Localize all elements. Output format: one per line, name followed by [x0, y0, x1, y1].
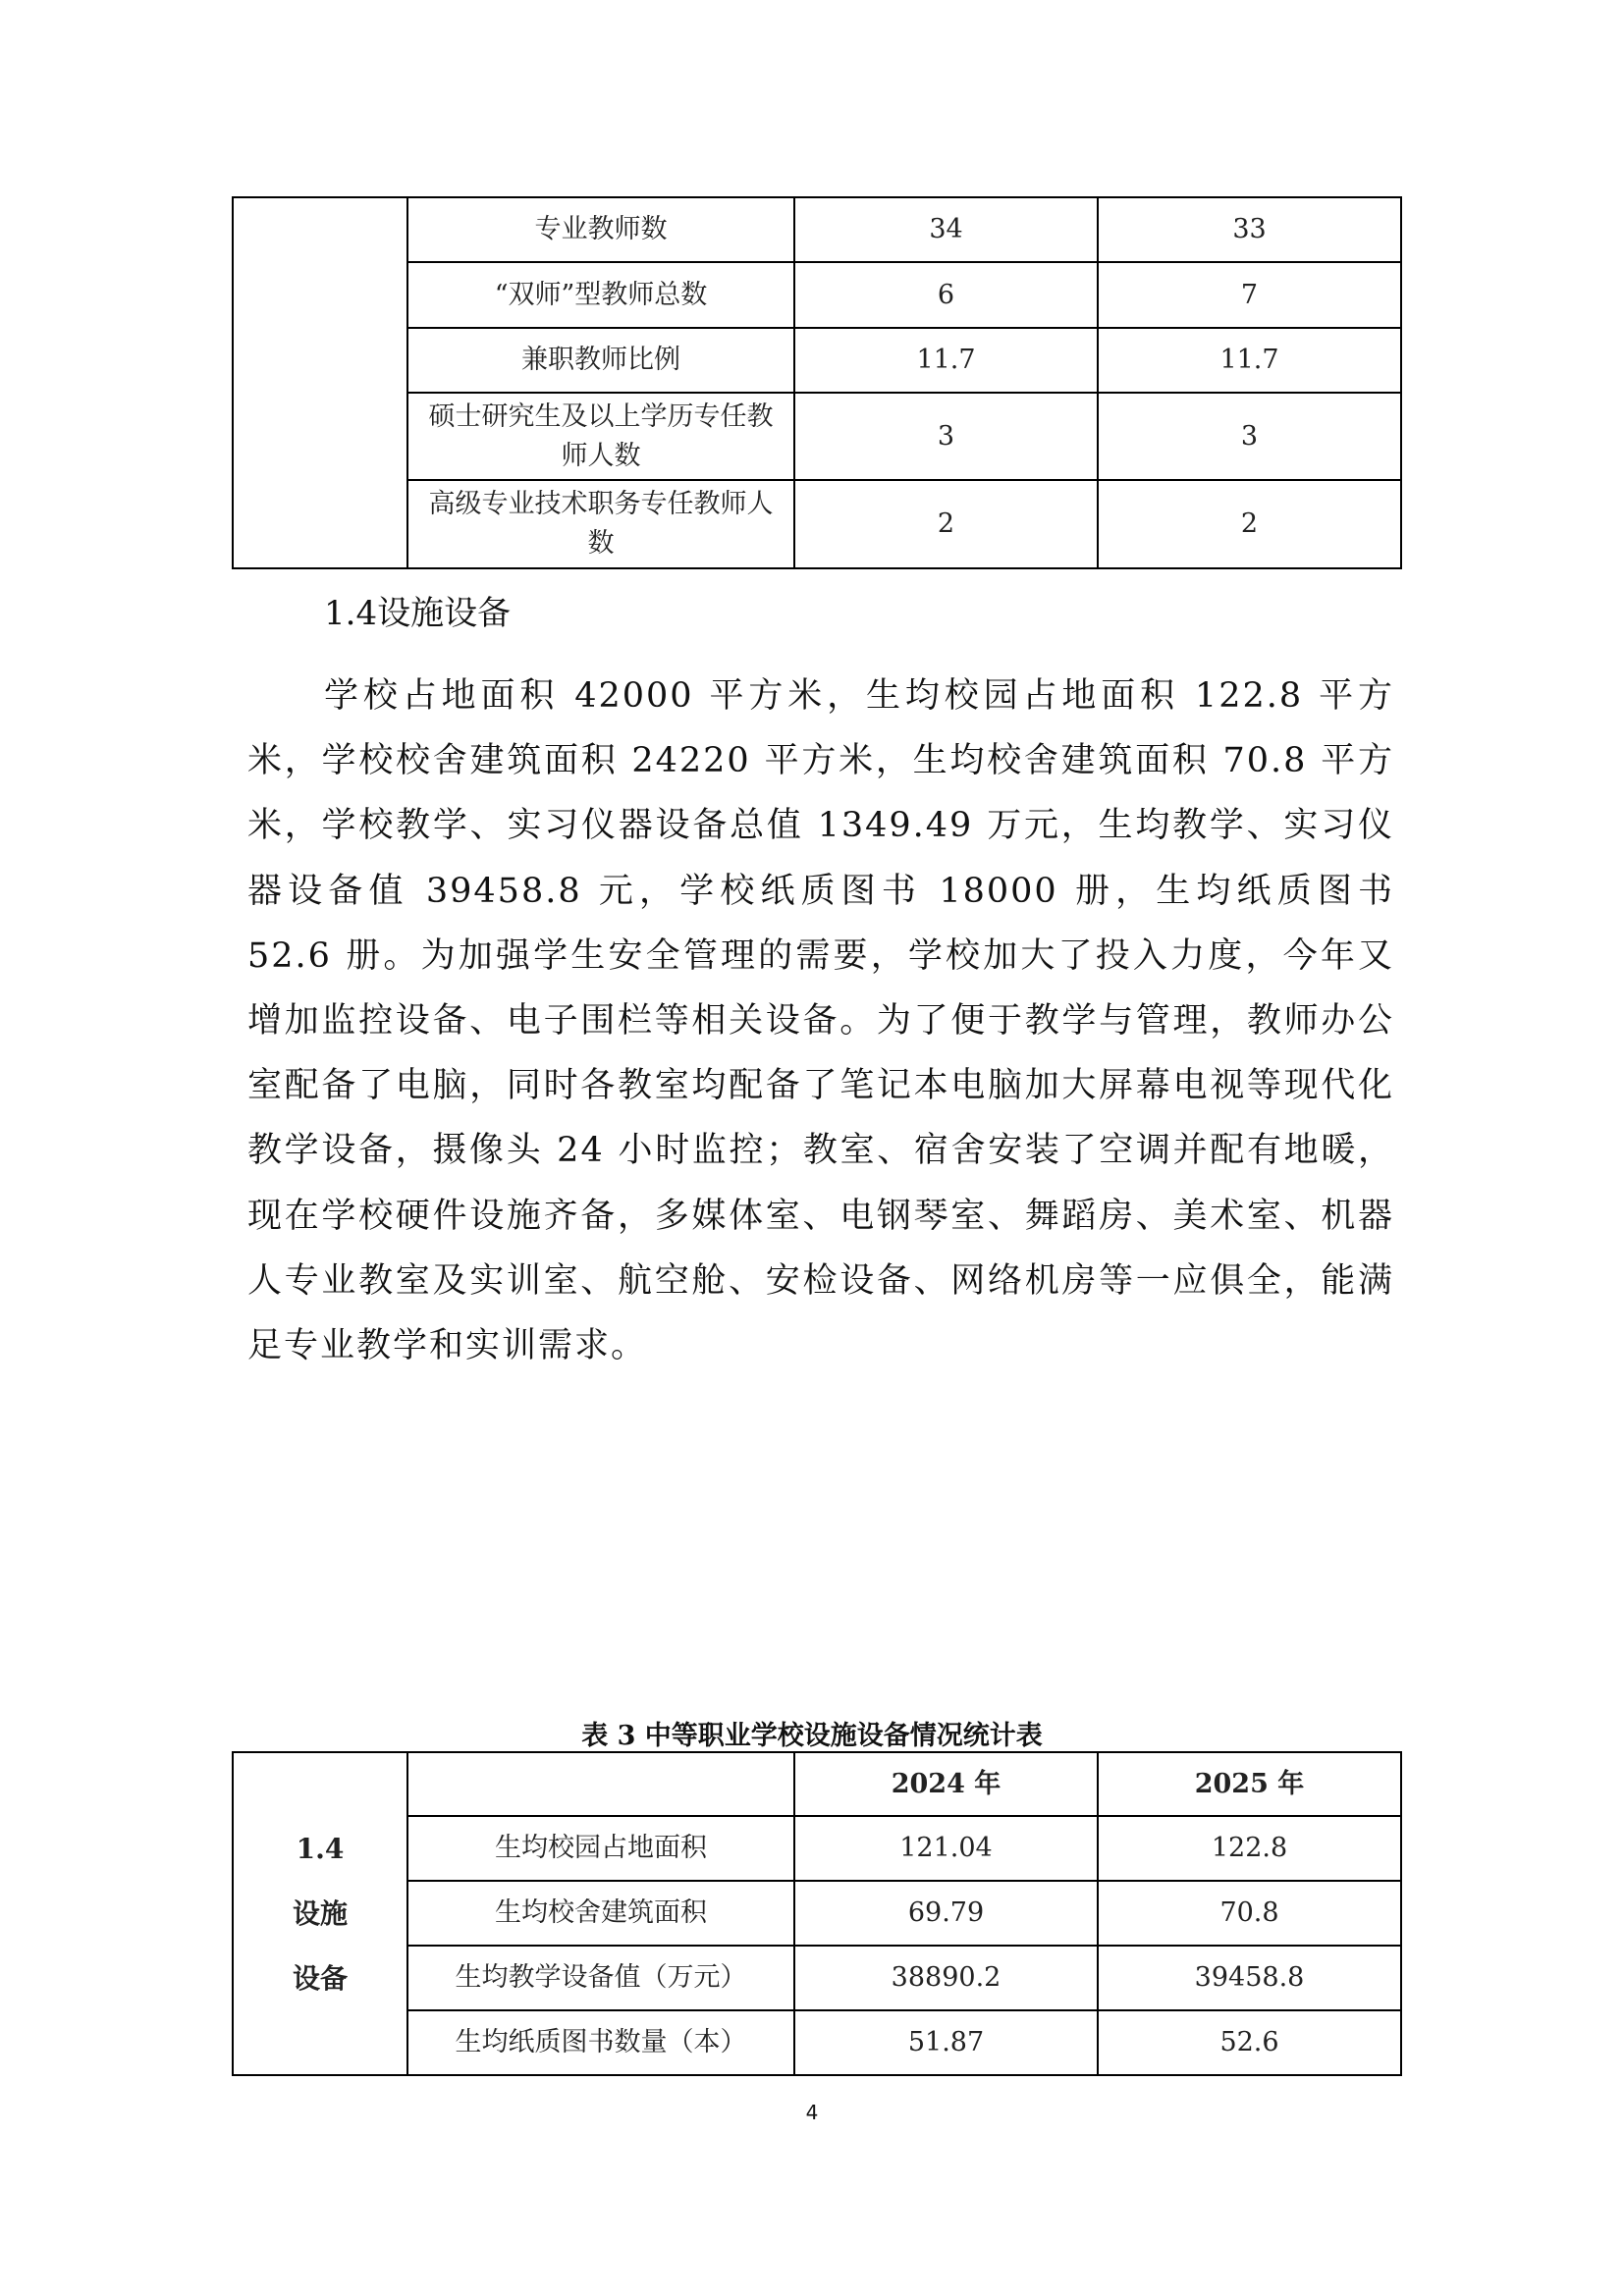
value-2025: 33	[1098, 197, 1401, 262]
value-2025: 11.7	[1098, 328, 1401, 393]
group-line: 设备	[292, 1961, 348, 1995]
row-label: 硕士研究生及以上学历专任教师人数	[407, 393, 794, 480]
table-row	[233, 480, 1401, 568]
row-label: 高级专业技术职务专任教师人数	[407, 480, 794, 568]
group-line: 设施	[292, 1896, 348, 1930]
value-2024: 38890.2	[794, 1946, 1098, 2010]
value-2024: 51.87	[794, 2010, 1098, 2075]
row-label: 生均校园占地面积	[407, 1816, 794, 1881]
row-label: 专业教师数	[407, 197, 794, 262]
table-row	[233, 1946, 1401, 2010]
table-row	[233, 2010, 1401, 2075]
table-header-row	[233, 1752, 1401, 1816]
value-2025: 3	[1098, 393, 1401, 480]
value-2024: 69.79	[794, 1881, 1098, 1946]
value-2025: 70.8	[1098, 1881, 1401, 1946]
facilities-table	[232, 1751, 1402, 2076]
value-2025: 122.8	[1098, 1816, 1401, 1881]
section-paragraph: 学校占地面积 42000 平方米，生均校园占地面积 122.8 平方米，学校校舍建筑面积 24220 平方米，生均校舍建筑面积 70.8 平方米，学校教学、实习仪器设备总值 1349.49 万元，生均教学、实习仪器设备值 39458.8 元，学校纸质图书 18000 册，生均纸质图书 52.6 册。为加强学生安全管理的需要，学校加大了投入力度，今年又增加监控设备、电子围栏等相关设备。为了便于教学与管理，教师办公室配备了电脑，同时各教室均配备了笔记本电脑加大屏幕电视等现代化教学设备，摄像头 24 小时监控；教室、宿舍安装了空调并配有地暖，现在学校硬件设施齐备，多媒体室、电钢琴室、舞蹈房、美术室、机器人专业教室及实训室、航空舱、安检设备、网络机房等一应俱全，能满足专业教学和实训需求。	[247, 676, 1394, 1366]
value-2025: 2	[1098, 480, 1401, 568]
value-2025: 52.6	[1098, 2010, 1401, 2075]
table-caption: 表 3 中等职业学校设施设备情况统计表	[581, 1721, 1043, 1751]
header-blank	[407, 1752, 794, 1816]
row-label: 生均教学设备值（万元）	[407, 1946, 794, 2010]
table-row	[233, 262, 1401, 328]
group-cell	[233, 1752, 407, 2075]
table-row	[233, 1816, 1401, 1881]
table-row	[233, 1881, 1401, 1946]
row-label: 生均校舍建筑面积	[407, 1881, 794, 1946]
value-2024: 11.7	[794, 328, 1098, 393]
page-number: 4	[805, 2101, 819, 2124]
value-2024: 2	[794, 480, 1098, 568]
row-label: “双师”型教师总数	[407, 262, 794, 328]
group-cell	[233, 197, 407, 568]
value-2025: 39458.8	[1098, 1946, 1401, 2010]
table-row	[233, 393, 1401, 480]
header-2025: 2025 年	[1098, 1752, 1401, 1816]
value-2024: 121.04	[794, 1816, 1098, 1881]
section-heading: 1.4设施设备	[324, 594, 512, 633]
value-2024: 34	[794, 197, 1098, 262]
value-2024: 6	[794, 262, 1098, 328]
table-row	[233, 328, 1401, 393]
row-label: 兼职教师比例	[407, 328, 794, 393]
group-line: 1.4	[296, 1832, 345, 1865]
table-row	[233, 197, 1401, 262]
value-2024: 3	[794, 393, 1098, 480]
row-label: 生均纸质图书数量（本）	[407, 2010, 794, 2075]
value-2025: 7	[1098, 262, 1401, 328]
header-2024: 2024 年	[794, 1752, 1098, 1816]
teacher-stats-table-continued	[232, 196, 1402, 569]
